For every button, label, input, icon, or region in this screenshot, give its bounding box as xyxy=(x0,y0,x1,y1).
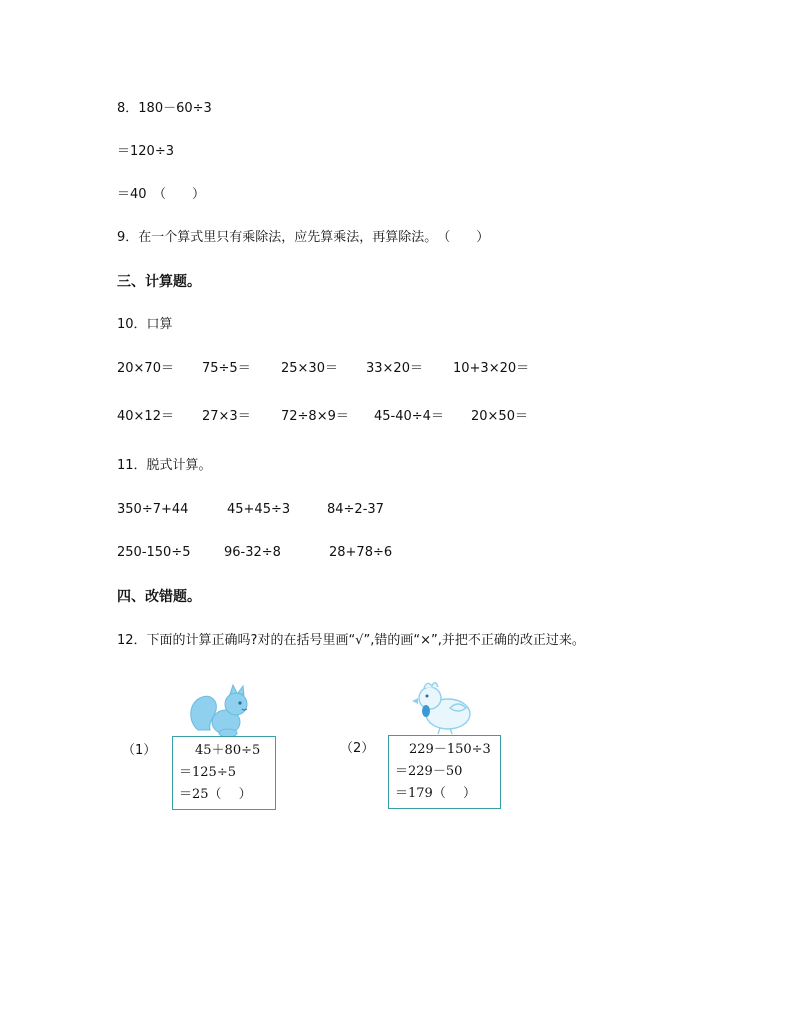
q10-row-1 xyxy=(117,361,677,377)
item-1-line: ＝25（ ） xyxy=(179,787,252,802)
q11-row1-item: 350÷7+44 xyxy=(117,502,189,517)
q10-row1-item: 25×30＝ xyxy=(281,361,338,376)
q11-row2-item: 250-150÷5 xyxy=(117,545,191,560)
q10-row1-item: 10+3×20＝ xyxy=(453,361,530,376)
chicken-icon xyxy=(410,678,476,736)
q8-line-3: ＝40 （ ） xyxy=(117,187,206,202)
section-4-title: 四、改错题。 xyxy=(117,589,201,605)
q11-row2-item: 96-32÷8 xyxy=(224,545,281,560)
q10-row2-item: 40×12＝ xyxy=(117,409,174,424)
q10-row2-item: 27×3＝ xyxy=(202,409,251,424)
q10-row1-item: 33×20＝ xyxy=(366,361,423,376)
item-2-line: ＝179（ ） xyxy=(395,786,476,801)
q10-row2-item: 72÷8×9＝ xyxy=(281,409,349,424)
item-2-line: ＝229－50 xyxy=(395,764,463,779)
q10-row2-item: 45-40÷4＝ xyxy=(374,409,444,424)
item-1-calculation-box xyxy=(172,736,276,810)
q11-row2-item: 28+78÷6 xyxy=(329,545,393,560)
q8-line-2: ＝120÷3 xyxy=(117,144,174,159)
q9-text: 9．在一个算式里只有乘除法，应先算乘法，再算除法。 （ ） xyxy=(117,230,490,245)
item-1-line: 45＋80÷5 xyxy=(195,743,261,758)
q12-text: 12．下面的计算正确吗?对的在括号里画“√”,错的画“×”,并把不正确的改正过来。 xyxy=(117,633,585,648)
q10-row-2 xyxy=(117,409,677,425)
q11-row-1 xyxy=(117,502,677,518)
q10-title: 10．口算 xyxy=(117,317,173,332)
item-1-label: （1） xyxy=(122,743,157,758)
section-3-title: 三、计算题。 xyxy=(117,274,201,290)
q11-row-2 xyxy=(117,545,677,561)
item-2-line: 229－150÷3 xyxy=(409,742,491,757)
item-2-calculation-box xyxy=(388,735,501,809)
squirrel-icon xyxy=(186,682,256,738)
q8-line-1: 8．180－60÷3 xyxy=(117,101,212,116)
item-1-line: ＝125÷5 xyxy=(179,765,236,780)
q10-row2-item: 20×50＝ xyxy=(471,409,528,424)
q11-title: 11．脱式计算。 xyxy=(117,458,212,473)
item-2-label: （2） xyxy=(340,741,375,756)
q10-row1-item: 75÷5＝ xyxy=(202,361,251,376)
q10-row1-item: 20×70＝ xyxy=(117,361,174,376)
q11-row1-item: 45+45÷3 xyxy=(227,502,291,517)
q11-row1-item: 84÷2-37 xyxy=(327,502,384,517)
